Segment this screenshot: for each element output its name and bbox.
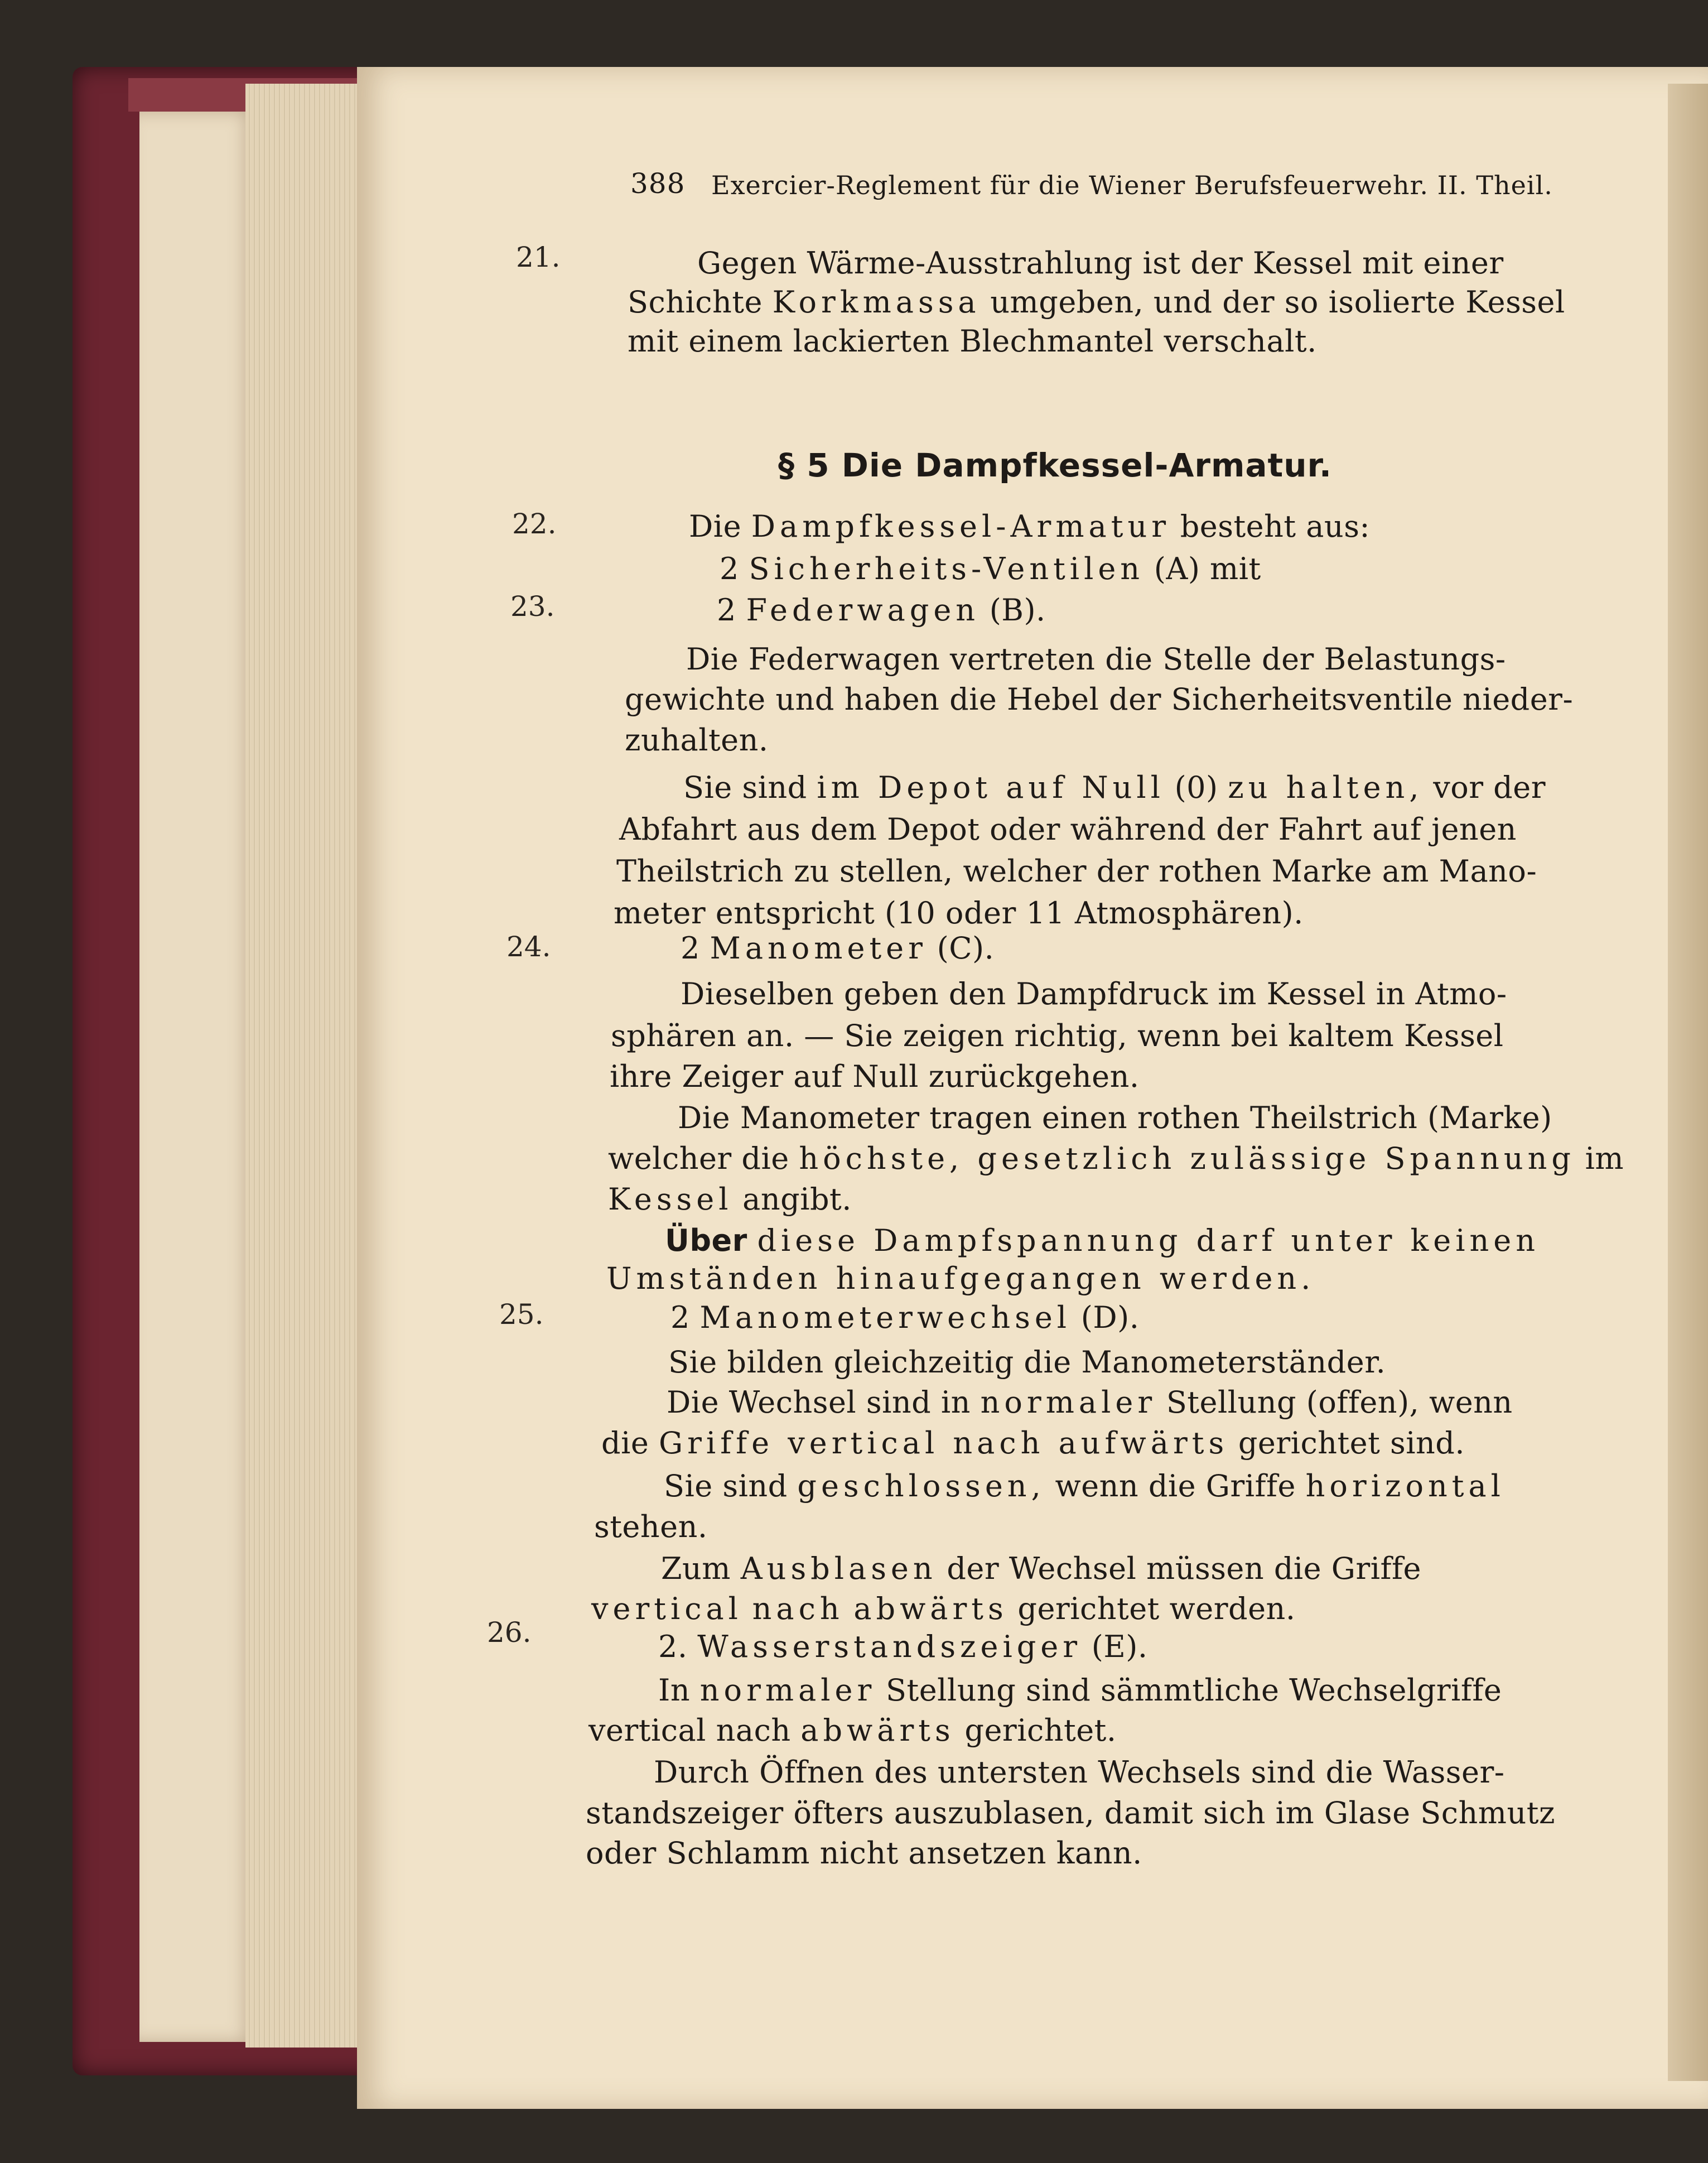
text-line: Umständen hinaufgegangen werden. <box>606 1261 1315 1296</box>
text-line: 2. Wasserstandszeiger (E). <box>658 1629 1148 1664</box>
margin-number: 22. <box>512 508 557 540</box>
text-line: die Griffe vertical nach aufwärts gerichtet sind. <box>601 1425 1465 1461</box>
text-line: Schichte Korkmassa umgeben, und der so isolierte Kessel <box>628 285 1565 320</box>
next-page-edge <box>1668 84 1708 2081</box>
text-line: welcher die höchste, gesetzlich zulässige Spannung im <box>608 1141 1624 1176</box>
text-line: 2 Federwagen (B). <box>717 592 1046 628</box>
text-line: Dieselben geben den Dampfdruck im Kessel in Atmo- <box>681 976 1507 1011</box>
running-title: Exercier-Reglement für die Wiener Berufsfeuerwehr. II. Theil. <box>711 170 1553 200</box>
text-line: meter entspricht (10 oder 11 Atmosphären). <box>614 895 1304 931</box>
text-line: Zum Ausblasen der Wechsel müssen die Griffe <box>661 1551 1421 1586</box>
page-stack <box>245 84 368 2048</box>
margin-number: 24. <box>506 931 551 963</box>
margin-number: 21. <box>516 241 561 273</box>
text-line: ihre Zeiger auf Null zurückgehen. <box>610 1059 1140 1094</box>
text-line: 2 Manometer (C). <box>681 931 995 966</box>
text-line: Sie sind im Depot auf Null (0) zu halten, vor der <box>683 770 1546 805</box>
text-line: gewichte und haben die Hebel der Sicherheitsventile nieder- <box>625 682 1574 717</box>
text-line: Sie bilden gleichzeitig die Manometerständer. <box>668 1345 1386 1380</box>
text-line: Die Manometer tragen einen rothen Theilstrich (Marke) <box>678 1100 1552 1135</box>
text-line: Die Dampfkessel-Armatur besteht aus: <box>689 509 1371 544</box>
text-line: In normaler Stellung sind sämmtliche Wechselgriffe <box>658 1673 1502 1708</box>
text-line: Die Wechsel sind in normaler Stellung (offen), wenn <box>667 1385 1513 1420</box>
text-line: Durch Öffnen des untersten Wechsels sind die Wasser- <box>654 1755 1505 1790</box>
text-line: vertical nach abwärts gerichtet werden. <box>591 1591 1296 1626</box>
margin-number: 23. <box>510 590 555 623</box>
margin-number: 25. <box>499 1298 544 1331</box>
text-line: stehen. <box>594 1509 708 1544</box>
text-line: oder Schlamm nicht ansetzen kann. <box>586 1836 1142 1871</box>
section-title: § 5 Die Dampfkessel-Armatur. <box>778 446 1332 484</box>
text-line: 2 Sicherheits-Ventilen (A) mit <box>720 551 1261 586</box>
margin-number: 26. <box>487 1616 532 1649</box>
left-page <box>139 112 257 2042</box>
text-line: Über diese Dampfspannung darf unter keinen <box>665 1223 1540 1258</box>
text-line: Kessel angibt. <box>608 1182 852 1217</box>
text-line: standszeiger öfters auszublasen, damit sich im Glase Schmutz <box>586 1795 1555 1830</box>
text-line: sphären an. — Sie zeigen richtig, wenn bei kaltem Kessel <box>611 1018 1504 1053</box>
text-line: Sie sind geschlossen, wenn die Griffe horizontal <box>664 1468 1505 1504</box>
text-line: 2 Manometerwechsel (D). <box>670 1300 1140 1335</box>
text-line: Gegen Wärme-Ausstrahlung ist der Kessel mit einer <box>697 245 1504 281</box>
text-line: Abfahrt aus dem Depot oder während der Fahrt auf jenen <box>619 812 1517 847</box>
text-line: Theilstrich zu stellen, welcher der rothen Marke am Mano- <box>616 854 1537 889</box>
text-line: zuhalten. <box>625 722 769 758</box>
text-line: Die Federwagen vertreten die Stelle der Belastungs- <box>686 642 1506 677</box>
text-line: mit einem lackierten Blechmantel verschalt. <box>628 324 1317 359</box>
page-number: 388 <box>630 167 686 200</box>
text-line: vertical nach abwärts gerichtet. <box>588 1713 1117 1748</box>
